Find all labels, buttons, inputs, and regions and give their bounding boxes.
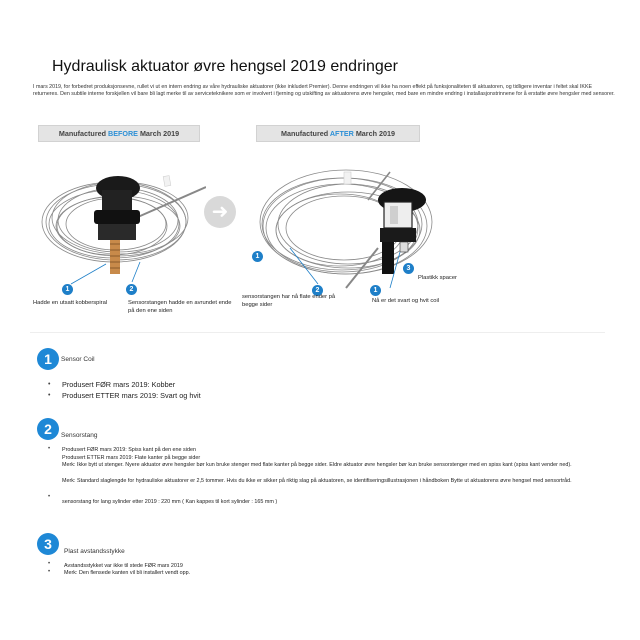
marker-before-1: 1 xyxy=(62,284,73,295)
page-title: Hydraulisk aktuator øvre hengsel 2019 endringer xyxy=(52,58,398,75)
section-2-note-rods: Merk: Ikke bytt ut stenger. Nyere aktuator øvre hengsler bør kun bruke stenger med flate kanter på begge sider. Eldre aktuator øvre hengsler bør kun bruke sensorstenger med en spiss kant (spiss kant vender ned). xyxy=(62,462,572,468)
caption-before-sensor-rod: Sensorstangen hadde en avrundet ende på den ene siden xyxy=(128,300,232,314)
section-1-number: 1 xyxy=(37,348,59,370)
section-2-title: Sensorstang xyxy=(61,432,98,439)
intro-paragraph: I mars 2019, for forbedret produksjonsevne, rullet vi ut en intern endring av våre hydrauliske aktuatorer (ikke inkludert Premier). Denne endringen vil ikke ha noen effekt på funksjonaliteten til aktuatoren, og tidligere inventar i feltet skal IKKE returneres. Den subtile interne forskjellen vil bare bli lagt merke til av serviceteknikere som er involvert i fjerning og utskifting av aktuatorens øvre hengsler, med bare en mindre endring i installasjonstrinnene for å erstatte øvre hengsler med sensorer. xyxy=(33,84,615,97)
section-3-bullet-dot-2: • xyxy=(48,569,51,575)
caption-before-copper-coil: Hadde en utsatt kobberspiral xyxy=(33,300,108,306)
caption-after-sensor-rod: sensorstangen har nå flate ender på begge sider xyxy=(242,294,336,308)
section-2-bullet-dot: • xyxy=(48,446,51,452)
banner-before xyxy=(38,125,200,142)
marker-after-1-left: 1 xyxy=(252,251,263,262)
marker-after-2: 2 xyxy=(312,285,323,296)
banner-after xyxy=(256,125,420,142)
actuator-before-image xyxy=(36,152,206,302)
section-2-number: 2 xyxy=(37,418,59,440)
section-2-note-stroke: Merk: Standard slaglengde for hydrauliske aktuatorer er 2,5 tommer. Hvis du ikke er sikker på riktig slag på aktuatoren, se identifiseringsillustrasjonen i håndboken Bytte ut aktuatorens øvre hengsel med sensortråd. xyxy=(62,478,572,484)
banner-before-prefix: Manufactured xyxy=(58,129,108,138)
section-3-note-flange: Merk: Den flensede kanten vil bli installert vendt opp. xyxy=(64,570,191,576)
section-2-rod-length: sensorstang for lang sylinder etter 2019 : 220 mm ( Kan kappes til kort sylinder : 165 mm ) xyxy=(62,499,278,505)
banner-after-suffix: March 2019 xyxy=(353,129,395,138)
section-1-bullet-before: • Produsert FØR mars 2019: Kobber xyxy=(62,380,175,390)
marker-after-1: 1 xyxy=(370,285,381,296)
marker-before-2: 2 xyxy=(126,284,137,295)
section-3-number: 3 xyxy=(37,533,59,555)
section-2-line-before: Produsert FØR mars 2019: Spiss kant på den ene siden xyxy=(62,447,196,453)
caption-after-spacer: Plastikk spacer xyxy=(418,275,457,281)
section-2-bullet-dot-2: • xyxy=(48,494,51,500)
arrow-right-icon: ➜ xyxy=(204,196,236,228)
divider xyxy=(30,332,605,333)
marker-after-3: 3 xyxy=(403,263,414,274)
banner-before-suffix: March 2019 xyxy=(137,129,180,138)
caption-after-coil: Nå er det svart og hvit coil xyxy=(372,298,440,304)
section-3-title: Plast avstandsstykke xyxy=(64,548,125,555)
banner-after-highlight: AFTER xyxy=(329,129,354,138)
section-3-line-before: Avstandsstykket var ikke til stede FØR mars 2019 xyxy=(64,563,183,569)
section-1-title: Sensor Coil xyxy=(61,356,95,363)
section-1-bullet-after: • Produsert ETTER mars 2019: Svart og hvit xyxy=(62,391,201,401)
section-3-bullet-dot: • xyxy=(48,561,51,567)
banner-before-highlight: BEFORE xyxy=(108,129,138,138)
banner-after-prefix: Manufactured xyxy=(281,129,330,138)
section-2-line-after: Produsert ETTER mars 2019: Flate kanter på begge sider xyxy=(62,455,201,461)
actuator-after-image xyxy=(250,148,440,308)
